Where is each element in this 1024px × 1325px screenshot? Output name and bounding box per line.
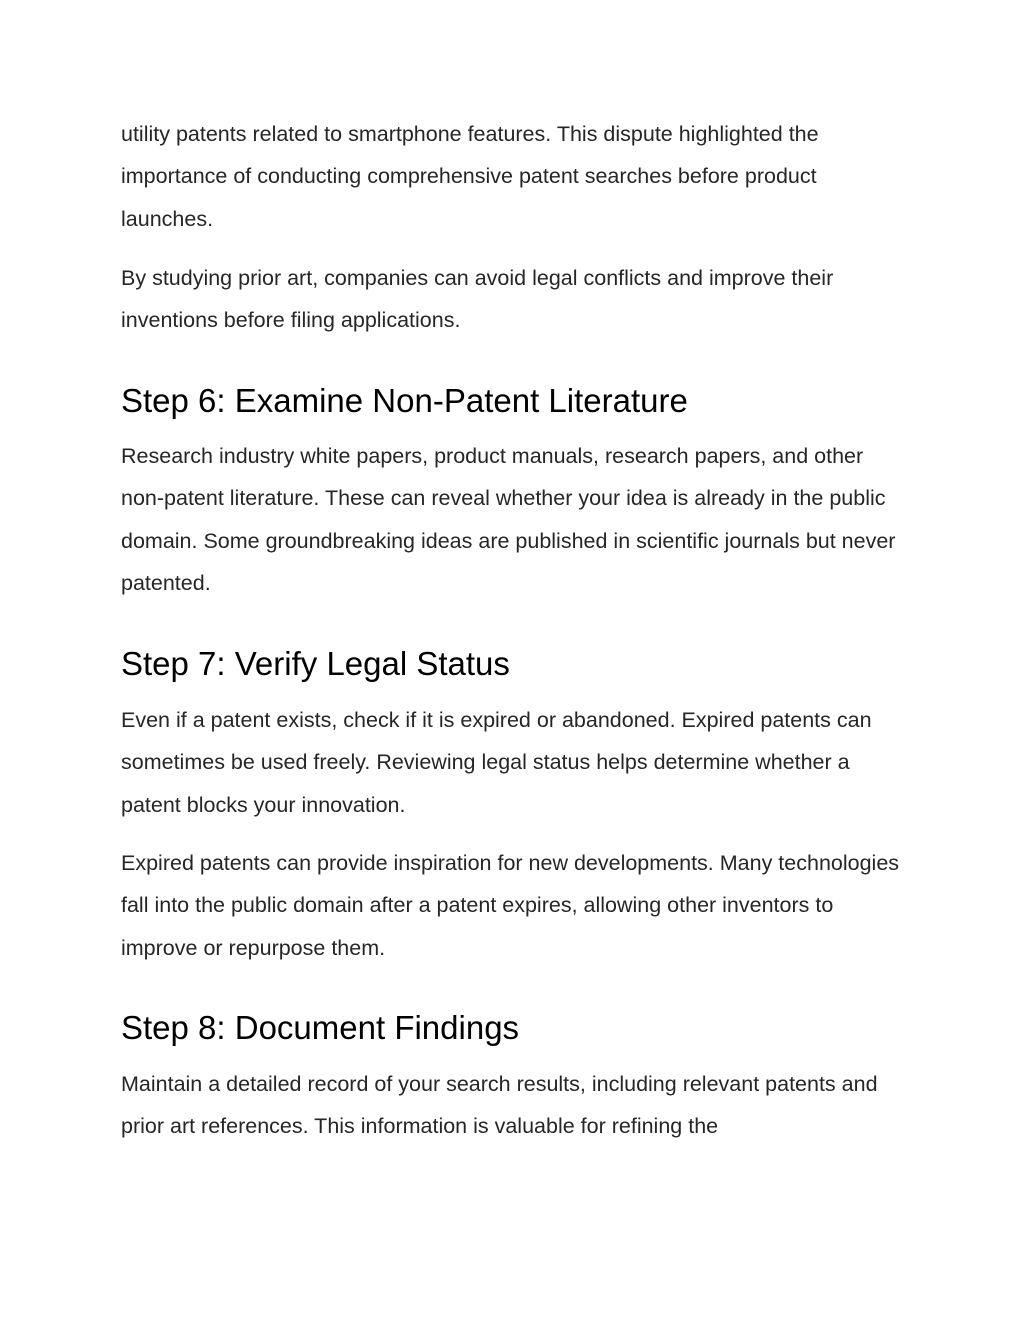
step6-paragraph: Research industry white papers, product manuals, research papers, and other non-patent literature. These can reveal whether your idea is already in the public domain. Some groundbreaking ideas are published in scientific journals but never patented. [121, 444, 896, 595]
step8-heading: Step 8: Document Findings [121, 1009, 520, 1046]
step7-paragraph-expired-patents: Expired patents can provide inspiration for new developments. Many technologies fall into the public domain after a patent expires, allowing other inventors to improve or repurpose them. [121, 851, 900, 960]
paragraph-prior-art-benefits: By studying prior art, companies can avoid legal conflicts and improve their inventions before filing applications. [121, 266, 834, 333]
step7-paragraph-legal-status: Even if a patent exists, check if it is expired or abandoned. Expired patents can sometimes be used freely. Reviewing legal status helps determine whether a patent blocks your innovation. [121, 708, 872, 817]
paragraph-smartphone-dispute: utility patents related to smartphone features. This dispute highlighted the importance of conducting comprehensive patent searches before product launches. [121, 122, 819, 231]
step6-heading: Step 6: Examine Non-Patent Literature [121, 382, 688, 419]
step7-heading: Step 7: Verify Legal Status [121, 645, 510, 682]
step8-paragraph: Maintain a detailed record of your search results, including relevant patents and prior art references. This information is valuable for refining the [121, 1072, 878, 1139]
